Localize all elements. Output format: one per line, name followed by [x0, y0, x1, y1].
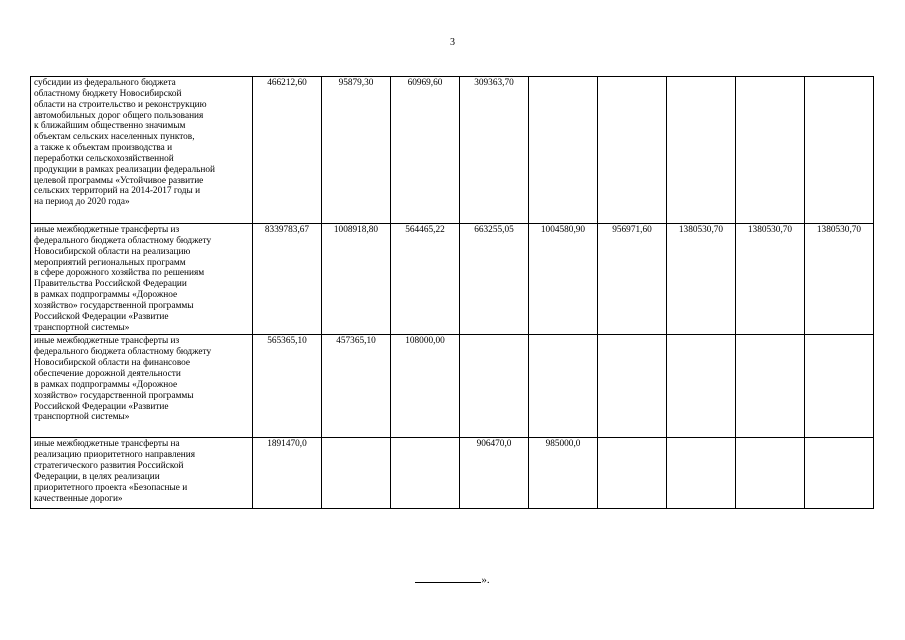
value-cell: [322, 438, 391, 509]
description-line: к ближайшим общественно значимым: [34, 121, 186, 132]
value-cell: [736, 438, 805, 509]
value-cell: [736, 77, 805, 224]
description-line: Правительства Российской Федерации: [34, 279, 187, 290]
description-line: транспортной системы»: [34, 412, 130, 423]
value-cell: [598, 77, 667, 224]
closing-mark: [0, 573, 905, 587]
value-cell: 95879,30: [322, 77, 391, 224]
value-cell: [529, 77, 598, 224]
description-line: хозяйство» государственной программы: [34, 390, 194, 401]
value-cell: 1004580,90: [529, 224, 598, 335]
value-cell: [736, 335, 805, 438]
description-line: объектам сельских населенных пунктов,: [34, 132, 195, 143]
description-line: транспортной системы»: [34, 322, 130, 333]
value-cell: 956971,60: [598, 224, 667, 335]
value-cell: [667, 77, 736, 224]
table-row: [31, 438, 874, 509]
description-line: иные межбюджетные трансферты из: [34, 225, 180, 235]
description-line: федерального бюджета областному бюджету: [34, 347, 212, 358]
value-cell: [805, 77, 874, 224]
value-cell: 906470,0: [460, 438, 529, 509]
table-row: [31, 224, 874, 335]
description-line: областному бюджету Новосибирской: [34, 88, 182, 99]
description-line: в рамках подпрограммы «Дорожное: [34, 290, 178, 301]
row-description: [31, 224, 253, 335]
description-line: Новосибирской области на финансовое: [34, 358, 191, 369]
value-cell: 60969,60: [391, 77, 460, 224]
value-cell: 985000,0: [529, 438, 598, 509]
value-cell: 309363,70: [460, 77, 529, 224]
description-line: федерального бюджета областному бюджету: [34, 235, 212, 246]
description-line: субсидии из федерального бюджета: [34, 78, 176, 88]
description-line: целевой программы «Устойчивое развитие: [34, 175, 204, 186]
value-cell: 457365,10: [322, 335, 391, 438]
description-line: Новосибирской области на реализацию: [34, 246, 191, 257]
value-cell: [460, 335, 529, 438]
description-line: Российской Федерации «Развитие: [34, 401, 169, 412]
row-description: [31, 335, 253, 438]
description-line: автомобильных дорог общего пользования: [34, 110, 204, 121]
value-cell: 564465,22: [391, 224, 460, 335]
description-line: в рамках подпрограммы «Дорожное: [34, 379, 178, 390]
value-cell: [805, 335, 874, 438]
value-cell: [667, 335, 736, 438]
value-cell: 1380530,70: [736, 224, 805, 335]
value-cell: 663255,05: [460, 224, 529, 335]
description-line: хозяйство» государственной программы: [34, 300, 194, 311]
value-cell: 8339783,67: [253, 224, 322, 335]
value-cell: 1891470,0: [253, 438, 322, 509]
description-line: области на строительство и реконструкцию: [34, 99, 207, 110]
description-line: в сфере дорожного хозяйства по решениям: [34, 268, 205, 279]
row-description: [31, 77, 253, 224]
table-row: [31, 335, 874, 438]
value-cell: [667, 438, 736, 509]
description-line: сельских территорий на 2014-2017 годы и: [34, 186, 201, 197]
value-cell: 466212,60: [253, 77, 322, 224]
budget-table: [30, 76, 874, 509]
description-line: продукции в рамках реализации федеральной: [34, 164, 215, 175]
description-line: а также к объектам производства и: [34, 143, 173, 154]
value-cell: 108000,00: [391, 335, 460, 438]
description-line: переработки сельскохозяйственной: [34, 153, 174, 164]
signature-underline: [415, 573, 481, 583]
description-line: Российской Федерации «Развитие: [34, 311, 169, 322]
description-line: Федерации, в целях реализации: [34, 471, 160, 482]
value-cell: [598, 335, 667, 438]
value-cell: [391, 438, 460, 509]
description-line: приоритетного проекта «Безопасные и: [34, 482, 188, 493]
value-cell: 1380530,70: [667, 224, 736, 335]
description-line: на период до 2020 года»: [34, 197, 130, 208]
value-cell: 1380530,70: [805, 224, 874, 335]
description-line: иные межбюджетные трансферты из: [34, 336, 180, 347]
description-line: реализацию приоритетного направления: [34, 450, 196, 461]
value-cell: [529, 335, 598, 438]
description-line: стратегического развития Российской: [34, 461, 184, 472]
value-cell: [805, 438, 874, 509]
description-line: мероприятий региональных программ: [34, 257, 186, 268]
value-cell: 1008918,80: [322, 224, 391, 335]
table-row: [31, 77, 874, 224]
closing-quote: ».: [481, 574, 490, 586]
description-line: качественные дороги»: [34, 493, 123, 504]
description-line: обеспечение дорожной деятельности: [34, 368, 181, 379]
description-line: иные межбюджетные трансферты на: [34, 439, 180, 450]
value-cell: 565365,10: [253, 335, 322, 438]
value-cell: [598, 438, 667, 509]
row-description: [31, 438, 253, 509]
page-number: 3: [450, 37, 455, 48]
